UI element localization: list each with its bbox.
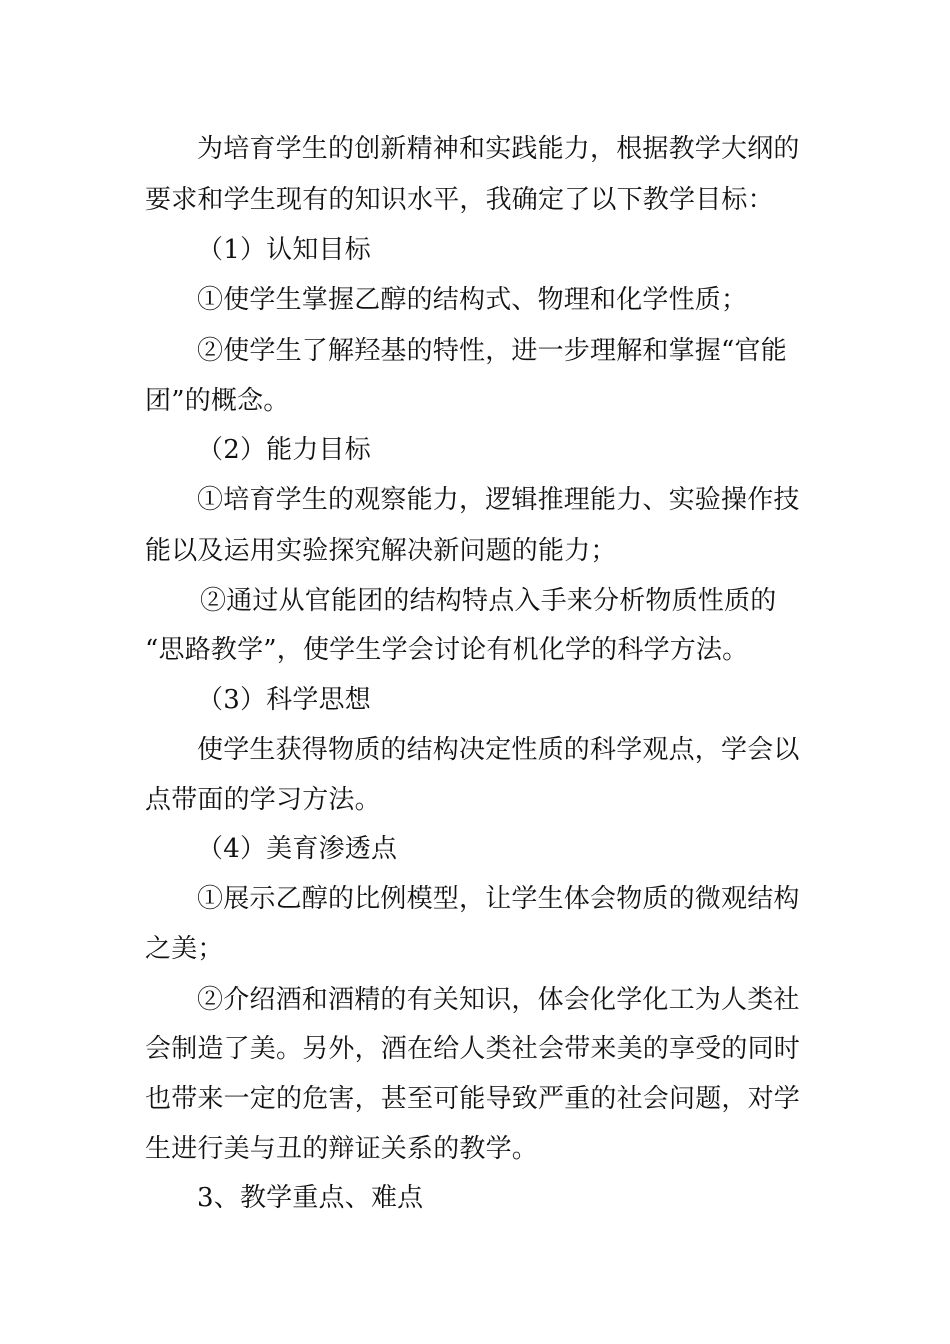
ability-item-2-line-2: “思路教学”，使学生学会讨论有机化学的科学方法。: [145, 635, 749, 665]
heading-ability-goals: （2）能力目标: [197, 435, 371, 465]
ability-item-2-line-1: ②通过从官能团的结构特点入手来分析物质性质的: [200, 586, 777, 616]
scientific-thought-line-1: 使学生获得物质的结构决定性质的科学观点，学会以: [197, 735, 800, 765]
scientific-thought-line-2: 点带面的学习方法。: [145, 785, 381, 815]
paragraph-intro-line-1: 为培育学生的创新精神和实践能力，根据教学大纲的: [197, 134, 800, 164]
aesthetic-item-2-line-4: 生进行美与丑的辩证关系的教学。: [145, 1134, 539, 1164]
cognitive-item-2-line-2: 团”的概念。: [145, 386, 290, 416]
heading-aesthetic-education: （4）美育渗透点: [197, 834, 398, 864]
aesthetic-item-2-line-1: ②介绍酒和酒精的有关知识，体会化学化工为人类社: [197, 985, 800, 1015]
ability-item-1-line-2: 能以及运用实验探究解决新问题的能力；: [145, 536, 617, 566]
paragraph-intro-line-2: 要求和学生现有的知识水平，我确定了以下教学目标：: [145, 185, 774, 215]
section-heading-key-points: 3、教学重点、难点: [197, 1183, 424, 1213]
aesthetic-item-2-line-3: 也带来一定的危害，甚至可能导致严重的社会问题，对学: [145, 1084, 801, 1114]
cognitive-item-2-line-1: ②使学生了解羟基的特性，进一步理解和掌握“官能: [197, 336, 787, 366]
aesthetic-item-1-line-1: ①展示乙醇的比例模型，让学生体会物质的微观结构: [197, 884, 800, 914]
heading-cognitive-goals: （1）认知目标: [197, 235, 371, 265]
ability-item-1-line-1: ①培育学生的观察能力，逻辑推理能力、实验操作技: [197, 485, 800, 515]
cognitive-item-1: ①使学生掌握乙醇的结构式、物理和化学性质；: [197, 285, 748, 315]
heading-scientific-thought: （3）科学思想: [197, 685, 371, 715]
aesthetic-item-2-line-2: 会制造了美。另外，酒在给人类社会带来美的享受的同时: [145, 1034, 801, 1064]
aesthetic-item-1-line-2: 之美；: [145, 934, 224, 964]
